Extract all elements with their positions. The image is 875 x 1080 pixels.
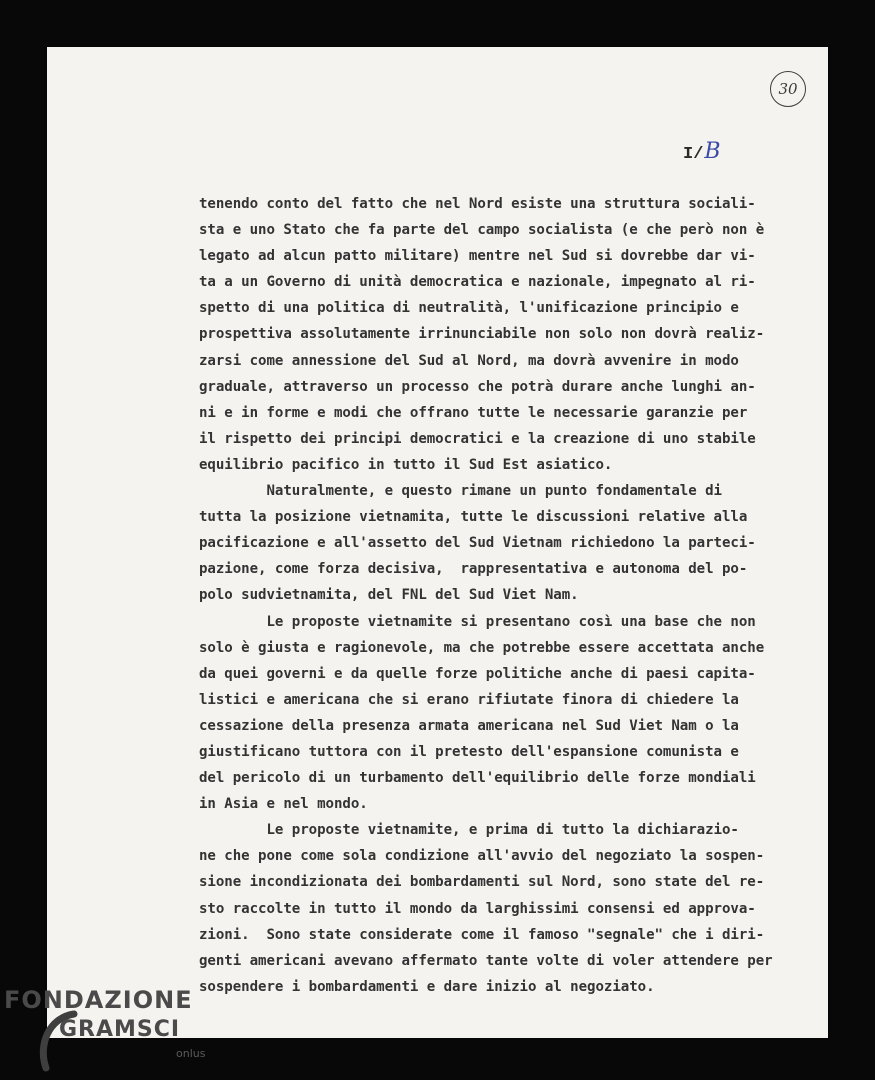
text-line: solo è giusta e ragionevole, ma che potrebbe essere accettata anche bbox=[199, 639, 765, 656]
text-line: sospendere i bombardamenti e dare inizio al negoziato. bbox=[199, 978, 655, 995]
text-line: tenendo conto del fatto che nel Nord esiste una struttura sociali- bbox=[199, 196, 756, 212]
text-line: pazione, come forza decisiva, rappresentativa e autonoma del po- bbox=[199, 561, 748, 578]
text-line: ni e in forme e modi che offrano tutte le necessarie garanzie per bbox=[199, 404, 748, 421]
page-number: 30 bbox=[778, 80, 798, 98]
fondazione-gramsci-watermark-logo bbox=[4, 986, 214, 1076]
text-line: zarsi come annessione del Sud al Nord, ma dovrà avvenire in modo bbox=[199, 352, 739, 369]
logo-sub: onlus bbox=[176, 1047, 206, 1060]
text-line: Le proposte vietnamite, e prima di tutto la dichiarazio- bbox=[199, 822, 739, 839]
logo-line1: FONDAZIONE bbox=[4, 986, 193, 1014]
text-line: sione incondizionata dei bombardamenti sul Nord, sono state del re- bbox=[199, 874, 765, 891]
text-line: giustificano tuttora con il pretesto dell'espansione comunista e bbox=[199, 743, 739, 760]
text-line: da quei governi e da quelle forze politiche anche di paesi capita- bbox=[199, 665, 756, 682]
text-line: Le proposte vietnamite si presentano così una base che non bbox=[199, 613, 756, 630]
text-line: Naturalmente, e questo rimane un punto fondamentale di bbox=[199, 483, 722, 500]
page-mark-typed: I/ bbox=[683, 145, 704, 164]
text-line: sto raccolte in tutto il mondo da larghissimi consensi ed approva- bbox=[199, 900, 756, 917]
text-line: zioni. Sono state considerate come il famoso "segnale" che i diri- bbox=[199, 926, 765, 943]
text-line: tutta la posizione vietnamita, tutte le discussioni relative alla bbox=[199, 509, 748, 526]
text-line: genti americani avevano affermato tante volte di voler attendere per bbox=[199, 952, 773, 969]
text-line: polo sudvietnamita, del FNL del Sud Viet Nam. bbox=[199, 587, 579, 604]
document-page bbox=[47, 47, 828, 1038]
text-line: in Asia e nel mondo. bbox=[199, 796, 368, 813]
text-line: listici e americana che si erano rifiutate finora di chiedere la bbox=[199, 691, 739, 708]
page-number-circle bbox=[770, 71, 806, 107]
page-mark bbox=[683, 139, 721, 164]
page-mark-handwritten: B bbox=[704, 139, 721, 164]
text-line: graduale, attraverso un processo che potrà durare anche lunghi an- bbox=[199, 378, 756, 395]
text-line: spetto di una politica di neutralità, l'unificazione principio e bbox=[199, 300, 739, 317]
logo-line2: GRAMSCI bbox=[59, 1017, 181, 1042]
text-line: del pericolo di un turbamento dell'equilibrio delle forze mondiali bbox=[199, 770, 756, 787]
text-line: ta a un Governo di unità democratica e nazionale, impegnato al ri- bbox=[199, 274, 756, 291]
text-line: equilibrio pacifico in tutto il Sud Est asiatico. bbox=[199, 456, 613, 473]
text-line: il rispetto dei principi democratici e la creazione di uno stabile bbox=[199, 430, 756, 447]
text-line: legato ad alcun patto militare) mentre nel Sud si dovrebbe dar vi- bbox=[199, 248, 756, 265]
text-line: sta e uno Stato che fa parte del campo socialista (e che però non è bbox=[199, 222, 765, 239]
text-line: cessazione della presenza armata americana nel Sud Viet Nam o la bbox=[199, 717, 739, 734]
document-body-text bbox=[199, 191, 824, 1000]
text-line: pacificazione e all'assetto del Sud Vietnam richiedono la parteci- bbox=[199, 535, 756, 552]
text-line: ne che pone come sola condizione all'avvio del negoziato la sospen- bbox=[199, 848, 765, 865]
text-line: prospettiva assolutamente irrinunciabile non solo non dovrà realiz- bbox=[199, 326, 765, 343]
